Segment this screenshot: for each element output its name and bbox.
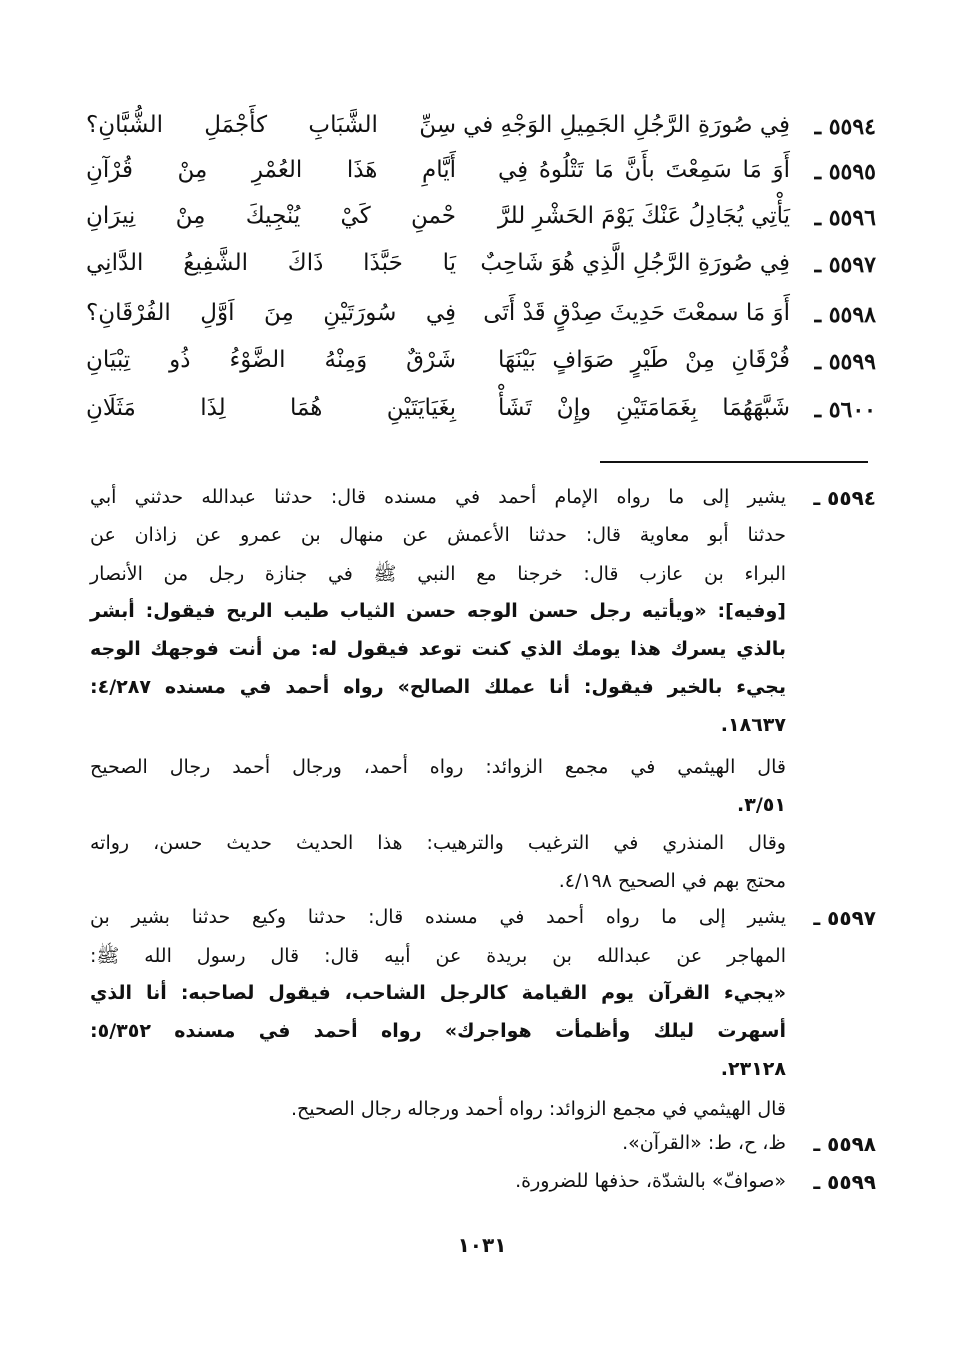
verse-number: ٥٥٩٩ ـ xyxy=(814,349,876,375)
verse-row xyxy=(86,110,876,150)
footnote-line: أسهرت ليلك وأظمأت هواجرك» رواه أحمد في مسنده ٥/٣٥٢: xyxy=(90,1020,786,1042)
footnote-line: ظ، ح، ط: «القرآن». xyxy=(622,1132,786,1154)
footnote-line: يجيء بالخير فيقول: أنا عملك الصالح» رواه أحمد في مسنده ٤/٢٨٧: xyxy=(90,676,786,698)
footnote-line: المهاجر عن عبدالله بن بريدة عن أبيه قال: قال رسول الله ﷺ: xyxy=(90,945,786,967)
footnote-line: ١٨٦٣٧. xyxy=(720,714,786,736)
footnote-line: البراء بن عازب قال: خرجنا مع النبي ﷺ في جنازة رجل من الأنصار xyxy=(90,563,786,585)
footnote-line: يشير إلى ما رواه الإمام أحمد في مسنده قال: حدثنا عبدالله حدثني أبي xyxy=(90,486,786,508)
verse-number: ٥٥٩٤ ـ xyxy=(814,114,876,140)
verse-row xyxy=(86,248,876,288)
verse-first-hemistich: شَبَّهَهُمَا بِغَمَامَتَيْنِ وإِنْ تَشَأْ xyxy=(498,395,790,421)
footnote-number: ٥٥٩٩ ـ xyxy=(813,1170,876,1194)
footnote-line: محتج بهم في الصحيح ٤/١٩٨. xyxy=(558,870,786,892)
page-number: ١٠٣١ xyxy=(457,1233,507,1257)
footnote-separator xyxy=(600,461,868,463)
verse-number: ٥٦٠٠ ـ xyxy=(814,397,876,423)
footnote-number: ٥٥٩٨ ـ xyxy=(813,1132,876,1156)
verse-row xyxy=(86,345,876,385)
footnote-line: «صوافّ» بالشدّة، حذفها للضرورة. xyxy=(515,1170,786,1192)
verse-number: ٥٥٩٦ ـ xyxy=(814,205,876,231)
verse-first-hemistich: أَوَ مَا سمعْتَ حَدِيثَ صِدْقٍ قَدْ أَتَى xyxy=(483,300,790,326)
verse-second-hemistich: أَيَّامِ هَذَا العُمْرِ مِنْ قُرْآنِ xyxy=(86,157,456,183)
verse-number: ٥٥٩٥ ـ xyxy=(814,159,876,185)
verse-row xyxy=(86,155,876,195)
verse-first-hemistich: يَأْتِي يُجَادِلُ عَنْكَ يَوْمَ الحَشْرِ للرَّ xyxy=(497,203,790,229)
footnote-line: حدثنا أبو معاوية قال: حدثنا الأعمش عن منهال بن عمرو عن زاذان عن xyxy=(90,524,786,546)
verse-second-hemistich: حْمنِ كَيْ يُنْجِيكَ مِنْ نِيرَانِ xyxy=(86,203,456,229)
verse-second-hemistich: شَرْقٌ وَمِنْهُ الضَّوْءُ ذُو تِبْيَانِ xyxy=(86,347,456,373)
footnote-line: ٢٣١٢٨. xyxy=(720,1058,786,1080)
footnote-line: قال الهيثمي في مجمع الزوائد: رواه أحمد، ورجال أحمد رجال الصحيح xyxy=(90,756,786,778)
footnote-line: يشير إلى ما رواه أحمد في مسنده قال: حدثنا وكيع حدثنا بشير بن xyxy=(90,906,786,928)
footnote-line: ٣/٥١. xyxy=(737,794,786,816)
footnote-number: ٥٥٩٧ ـ xyxy=(813,906,876,930)
verse-number: ٥٥٩٨ ـ xyxy=(814,302,876,328)
verse-first-hemistich: فُرْقَانِ مِنْ طَيْرٍ صَوَافٍ بَيْنَهَا xyxy=(498,347,790,373)
verse-first-hemistich: فِي صُورَةِ الرَّجُلِ الجَمِيلِ الوَجْهِ في xyxy=(463,112,790,138)
verse-first-hemistich: أَوَ مَا سَمِعْتَ بأَنَّ مَا تَتْلُوهُ فِي xyxy=(498,157,790,183)
footnote-line: «يجيء القرآن يوم القيامة كالرجل الشاحب، فيقول لصاحبه: أنا الذي xyxy=(90,982,786,1004)
verse-number: ٥٥٩٧ ـ xyxy=(814,252,876,278)
footnote-line: بالذي يسرك هذا يومك الذي كنت توعد فيقول له: من أنت فوجهك الوجه xyxy=(90,638,786,660)
footnote-line: وقال المنذري في الترغيب والترهيب: هذا الحديث حديث حسن، رواته xyxy=(90,832,786,854)
footnote-number: ٥٥٩٤ ـ xyxy=(813,486,876,510)
verse-row xyxy=(86,298,876,338)
verse-second-hemistich: يَا حَبَّذَا ذَاكَ الشَّفِيعُ الدَّانِي xyxy=(86,250,456,276)
verse-second-hemistich: سِنِّ الشَّبَابِ كأَجْمَلِ الشُّبَّانِ؟ xyxy=(86,112,456,138)
verse-second-hemistich: بِغَيَايَتَيْنِ هُمَا لِذَا مَثَلَانِ xyxy=(86,395,456,421)
footnote-line: قال الهيثمي في مجمع الزوائد: رواه أحمد ورجاله رجال الصحيح. xyxy=(290,1098,786,1120)
footnote-line: [وفيه]: «ويأتيه رجل حسن الوجه حسن الثياب طيب الريح فيقول: أبشر xyxy=(90,600,786,622)
verse-row xyxy=(86,393,876,433)
verse-second-hemistich: فِي سُورَتَيْنِ مِنَ اَوَّلِ الفُرْقَانِ؟ xyxy=(86,300,456,326)
verse-row xyxy=(86,201,876,241)
verse-first-hemistich: فِي صُورَةِ الرَّجُلِ الَّذِي هُوَ شَاحِبٌ xyxy=(480,250,790,276)
